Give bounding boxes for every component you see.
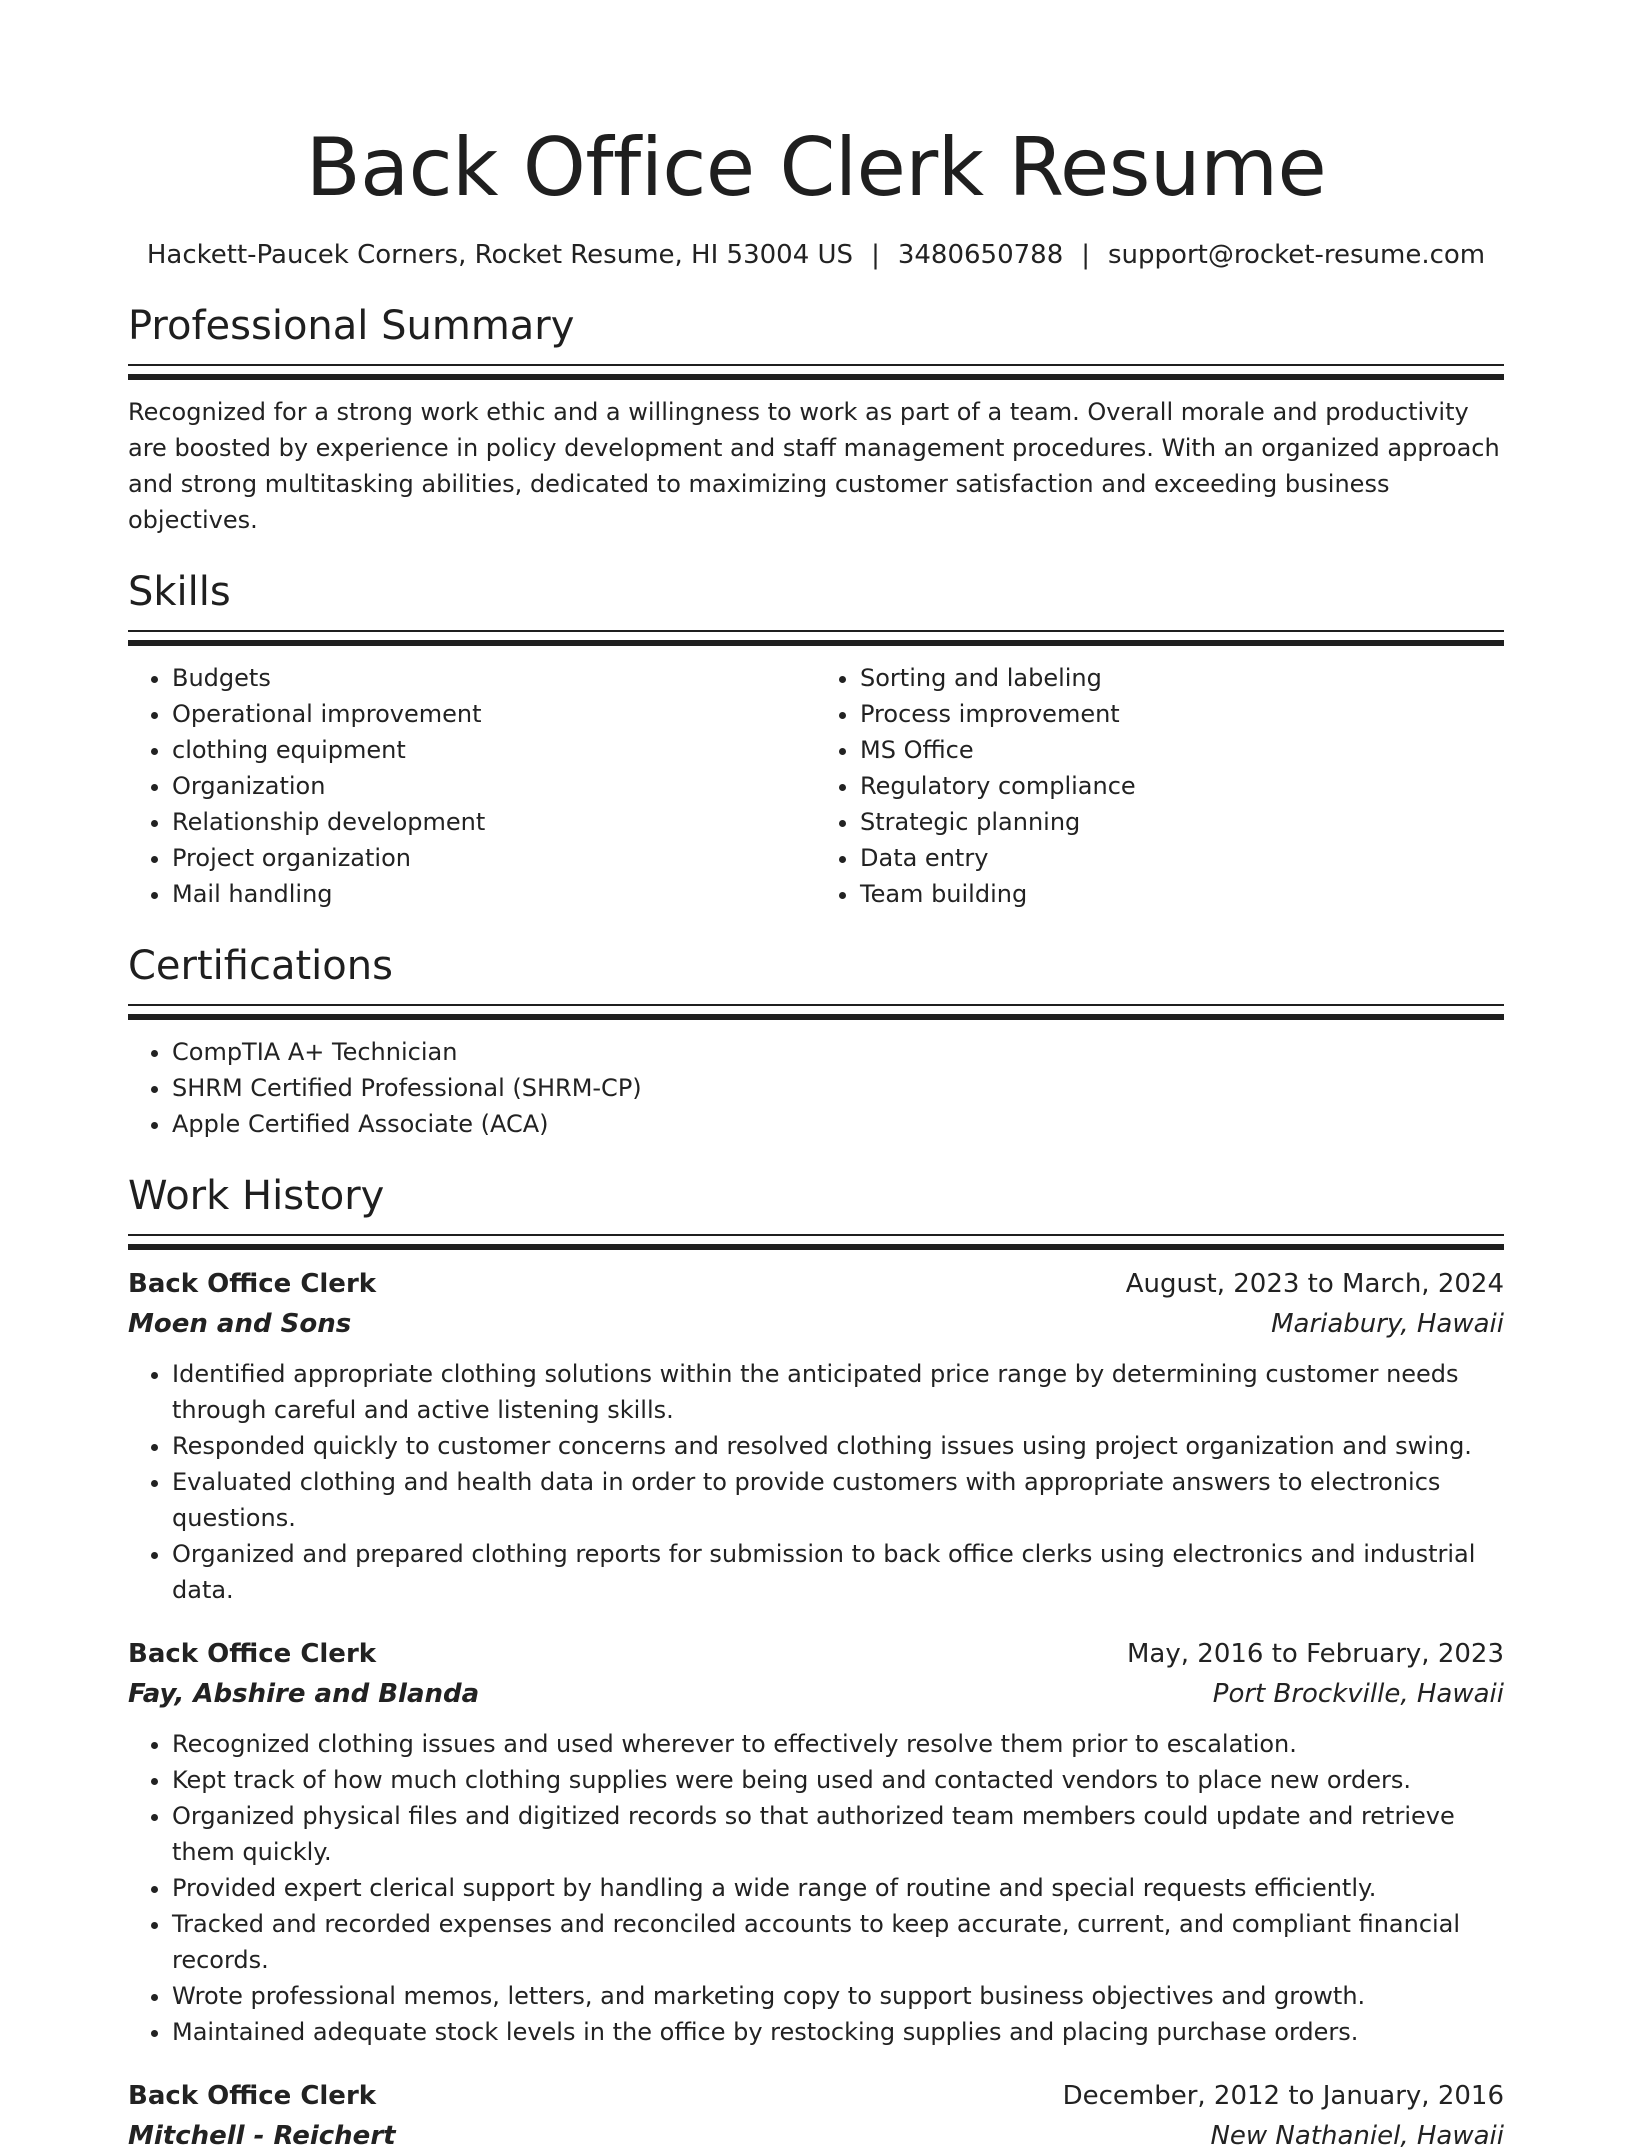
job-location: Mariabury, Hawaii xyxy=(1271,1309,1504,1339)
certifications-heading: Certifications xyxy=(128,943,393,989)
contact-phone[interactable]: 3480650788 xyxy=(897,240,1064,270)
job-company-row xyxy=(128,2116,1504,2156)
job-dates: December, 2012 to January, 2016 xyxy=(1062,2081,1504,2111)
job-header-row xyxy=(128,2076,1504,2116)
job-company: Fay, Abshire and Blanda xyxy=(128,1679,480,1709)
summary-section xyxy=(128,302,1504,538)
certification-item: • Apple Certified Associate (ACA) xyxy=(172,1106,1504,1142)
job-title: Back Office Clerk xyxy=(128,1639,377,1669)
job-dates: August, 2023 to March, 2024 xyxy=(1125,1269,1504,1299)
contact-address: Hackett-Paucek Corners, Rocket Resume, HI 53004 US xyxy=(146,240,854,270)
skill-item: • Strategic planning xyxy=(860,804,1504,840)
job-bullet: • Organized and prepared clothing reports for submission to back office clerks using electronics and industrial data. xyxy=(172,1536,1504,1608)
certifications-list xyxy=(128,1034,1504,1142)
skill-item: • Organization xyxy=(172,768,816,804)
job-location: Port Brockville, Hawaii xyxy=(1212,1679,1504,1709)
job-bullet: • Identified appropriate clothing solutions within the anticipated price range by determining customer needs through careful and active listening skills. xyxy=(172,1356,1504,1428)
job-entry xyxy=(128,2076,1504,2156)
job-bullet: • Kept track of how much clothing supplies were being used and contacted vendors to place new orders. xyxy=(172,1762,1504,1798)
job-location: New Nathaniel, Hawaii xyxy=(1210,2121,1504,2151)
job-title: Back Office Clerk xyxy=(128,1269,377,1299)
job-bullet: • Provided expert clerical support by handling a wide range of routine and special requests efficiently. xyxy=(172,1870,1504,1906)
resume-title: Back Office Clerk Resume xyxy=(305,121,1327,214)
contact-line xyxy=(128,238,1504,272)
summary-heading: Professional Summary xyxy=(128,303,575,349)
job-company-row xyxy=(128,1674,1504,1714)
job-company: Moen and Sons xyxy=(128,1309,352,1339)
contact-email[interactable]: support@rocket-resume.com xyxy=(1108,240,1486,270)
job-company-row xyxy=(128,1304,1504,1344)
job-entry xyxy=(128,1264,1504,1608)
skill-item: • Mail handling xyxy=(172,876,816,912)
work-history-heading: Work History xyxy=(128,1173,385,1219)
job-bullet: • Evaluated clothing and health data in order to provide customers with appropriate answers to electronics questions. xyxy=(172,1464,1504,1536)
job-bullets xyxy=(128,1726,1504,2050)
job-bullets xyxy=(128,1356,1504,1608)
certification-item: • SHRM Certified Professional (SHRM-CP) xyxy=(172,1070,1504,1106)
work-history-section xyxy=(128,1172,1504,2156)
contact-separator: | xyxy=(1081,240,1091,270)
skill-item: • MS Office xyxy=(860,732,1504,768)
section-divider xyxy=(128,630,1504,646)
certification-item: • CompTIA A+ Technician xyxy=(172,1034,1504,1070)
job-header-row xyxy=(128,1634,1504,1674)
job-bullet: • Maintained adequate stock levels in the office by restocking supplies and placing purchase orders. xyxy=(172,2014,1504,2050)
skill-item: • Budgets xyxy=(172,660,816,696)
skill-item: • Operational improvement xyxy=(172,696,816,732)
skills-list-left xyxy=(128,660,816,912)
summary-text: Recognized for a strong work ethic and a willingness to work as part of a team. Overall morale and productivity are boosted by experience in policy development and staff management procedures. With an organized approach and strong multitasking abilities, dedicated to maximizing customer satisfaction and exceeding business objectives. xyxy=(128,398,1500,534)
job-entry xyxy=(128,1634,1504,2050)
certifications-section xyxy=(128,942,1504,1142)
skill-item: • Project organization xyxy=(172,840,816,876)
contact-separator: | xyxy=(871,240,880,270)
job-bullet: • Responded quickly to customer concerns and resolved clothing issues using project organization and swing. xyxy=(172,1428,1504,1464)
skills-heading: Skills xyxy=(128,569,231,615)
skill-item: • clothing equipment xyxy=(172,732,816,768)
skills-columns xyxy=(128,660,1504,912)
job-bullet: • Organized physical files and digitized records so that authorized team members could update and retrieve them quickly. xyxy=(172,1798,1504,1870)
skill-item: • Process improvement xyxy=(860,696,1504,732)
skills-list-right xyxy=(816,660,1504,912)
skills-section xyxy=(128,568,1504,912)
section-divider xyxy=(128,1004,1504,1020)
section-divider xyxy=(128,364,1504,380)
job-bullet: • Tracked and recorded expenses and reconciled accounts to keep accurate, current, and compliant financial records. xyxy=(172,1906,1504,1978)
job-bullet: • Wrote professional memos, letters, and marketing copy to support business objectives and growth. xyxy=(172,1978,1504,2014)
section-divider xyxy=(128,1234,1504,1250)
skill-item: • Team building xyxy=(860,876,1504,912)
skill-item: • Relationship development xyxy=(172,804,816,840)
job-dates: May, 2016 to February, 2023 xyxy=(1127,1639,1504,1669)
job-header-row xyxy=(128,1264,1504,1304)
skill-item: • Data entry xyxy=(860,840,1504,876)
job-bullet: • Recognized clothing issues and used wherever to effectively resolve them prior to escalation. xyxy=(172,1726,1504,1762)
job-title: Back Office Clerk xyxy=(128,2081,377,2111)
skill-item: • Sorting and labeling xyxy=(860,660,1504,696)
skill-item: • Regulatory compliance xyxy=(860,768,1504,804)
job-company: Mitchell - Reichert xyxy=(128,2121,396,2151)
